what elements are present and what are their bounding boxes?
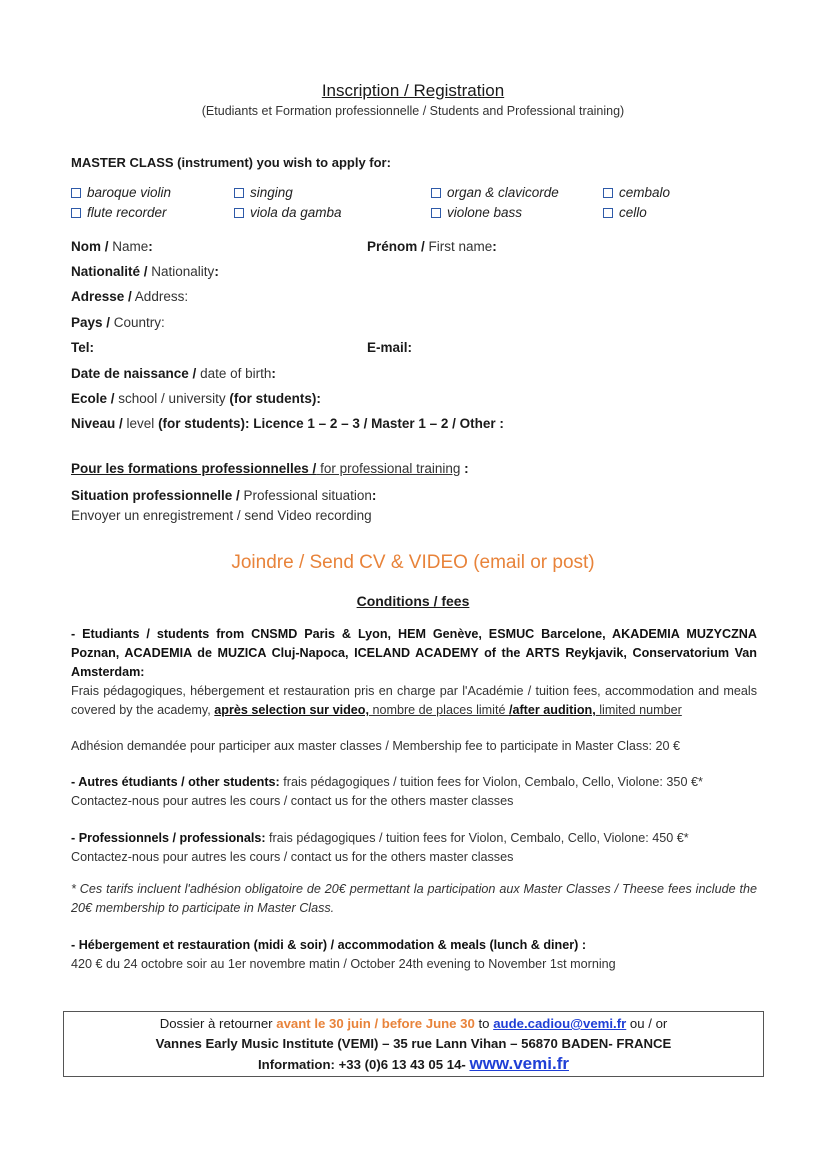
checkbox-violone-bass[interactable]: violone bass xyxy=(431,205,522,220)
checkbox-singing[interactable]: singing xyxy=(234,185,293,200)
recording-note: Envoyer un enregistrement / send Video recording xyxy=(71,508,372,523)
fee-note: * Ces tarifs incluent l'adhésion obligatoire de 20€ permettant la participation aux Master Classes / Theese fees include the 20€ membership to participate in Master Class. xyxy=(71,882,757,915)
condition-professionals: - Professionnels / professionals: frais pédagogiques / tuition fees for Violon, Cembalo, Cello, Violone: 450 €* Contactez-nous pour autres les cours / contact us for the others master classes xyxy=(71,831,689,864)
checkbox-viola-da-gamba[interactable]: viola da gamba xyxy=(234,205,342,220)
masterclass-prompt: MASTER CLASS (instrument) you wish to apply for: xyxy=(71,155,391,170)
membership-fee: Adhésion demandée pour participer aux master classes / Membership fee to participate in Master Class: 20 € xyxy=(71,739,681,753)
field-school[interactable]: Ecole / school / university (for students): xyxy=(71,391,321,406)
field-nationality[interactable]: Nationalité / Nationality: xyxy=(71,264,219,279)
footer-info: Information: +33 (0)6 13 43 05 14- www.vemi.fr xyxy=(258,1054,569,1073)
checkbox-organ-clavicorde[interactable]: organ & clavicorde xyxy=(431,185,559,200)
checkbox-flute-recorder[interactable]: flute recorder xyxy=(71,205,167,220)
field-first-name[interactable]: Prénom / First name: xyxy=(367,239,497,254)
lodging-info: - Hébergement et restauration (midi & soir) / accommodation & meals (lunch & diner) : 420 € du 24 octobre soir au 1er novembre matin / October 24th evening to November 1st morning xyxy=(71,938,616,971)
checkbox-icon[interactable] xyxy=(431,188,441,198)
condition-partner-students: - Etudiants / students from CNSMD Paris & Lyon, HEM Genève, ESMUC Barcelone, AKADEMIA MUZYCZNA Poznan, ACADEMIA de MUZICA Cluj-Napoca, ICELAND ACADEMY of the ARTS Reykjavik, Conservatorium Van Amsterdam: Frais pédagogiques, hébergement et restauration pris en charge par l'Académie / tuition fees, accommodation and meals covered by the academy, après selection sur video, nombre de places limité /after audition, limited number xyxy=(71,627,757,717)
footer-line-return: Dossier à retourner avant le 30 juin / before June 30 to aude.cadiou@vemi.fr ou / or xyxy=(159,1016,668,1031)
website-link[interactable]: www.vemi.fr xyxy=(469,1054,569,1073)
deadline: avant le 30 juin / before June 30 xyxy=(276,1016,475,1031)
footer-address: Vannes Early Music Institute (VEMI) – 35 rue Lann Vihan – 56870 BADEN- FRANCE xyxy=(155,1036,672,1051)
field-tel[interactable]: Tel: xyxy=(71,340,94,355)
field-date-of-birth[interactable]: Date de naissance / date of birth: xyxy=(71,366,276,381)
field-address[interactable]: Adresse / Address: xyxy=(71,289,189,304)
checkbox-baroque-violin[interactable]: baroque violin xyxy=(71,185,171,200)
page-subtitle: (Etudiants et Formation professionnelle / Students and Professional training) xyxy=(201,104,625,118)
field-country[interactable]: Pays / Country: xyxy=(71,315,165,330)
email-link[interactable]: aude.cadiou@vemi.fr xyxy=(493,1016,627,1031)
checkbox-icon[interactable] xyxy=(71,188,81,198)
checkbox-icon[interactable] xyxy=(603,208,613,218)
pro-heading: Pour les formations professionnelles / for professional training : xyxy=(71,461,469,476)
checkbox-cembalo[interactable]: cembalo xyxy=(603,185,670,200)
checkbox-icon[interactable] xyxy=(431,208,441,218)
field-name[interactable]: Nom / Name: xyxy=(71,239,153,254)
contact-box xyxy=(63,1011,764,1077)
page-title: Inscription / Registration xyxy=(321,81,505,100)
checkbox-icon[interactable] xyxy=(234,188,244,198)
field-professional-situation[interactable]: Situation professionnelle / Professional situation: xyxy=(71,488,377,503)
send-headline: Joindre / Send CV & VIDEO (email or post) xyxy=(231,552,595,573)
conditions-heading: Conditions / fees xyxy=(356,593,470,609)
checkbox-cello[interactable]: cello xyxy=(603,205,647,220)
checkbox-icon[interactable] xyxy=(603,188,613,198)
field-email[interactable]: E-mail: xyxy=(367,340,413,355)
checkbox-icon[interactable] xyxy=(234,208,244,218)
checkbox-icon[interactable] xyxy=(71,208,81,218)
condition-other-students: - Autres étudiants / other students: frais pédagogiques / tuition fees for Violon, Cembalo, Cello, Violone: 350 €* Contactez-nous pour autres les cours / contact us for the others master classes xyxy=(71,775,703,808)
field-level[interactable]: Niveau / level (for students): Licence 1 – 2 – 3 / Master 1 – 2 / Other : xyxy=(71,416,504,431)
